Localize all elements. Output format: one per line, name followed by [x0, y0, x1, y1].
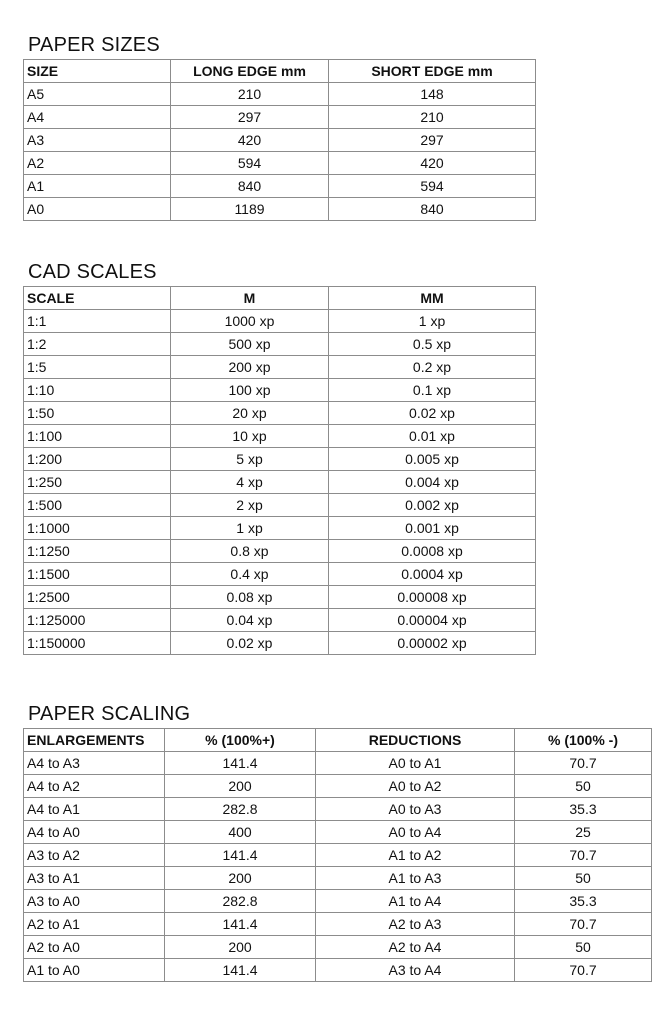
- table-row: [24, 402, 536, 425]
- paper-scaling-title: PAPER SCALING: [28, 703, 191, 725]
- table-cell: A0: [24, 198, 171, 221]
- table-row: [24, 379, 536, 402]
- table-row: [24, 129, 536, 152]
- table-cell: 0.001 xp: [329, 517, 536, 540]
- table-row: [24, 890, 652, 913]
- table-cell: A3 to A0: [24, 890, 165, 913]
- table-cell: A1 to A3: [316, 867, 515, 890]
- table-cell: 50: [515, 936, 652, 959]
- table-row: [24, 959, 652, 982]
- paper-scaling-table: [23, 728, 652, 982]
- table-cell: 1:10: [24, 379, 171, 402]
- column-header: % (100%+): [165, 729, 316, 752]
- table-cell: 1:500: [24, 494, 171, 517]
- table-row: [24, 333, 536, 356]
- table-row: [24, 913, 652, 936]
- table-cell: 35.3: [515, 890, 652, 913]
- table-cell: A1 to A2: [316, 844, 515, 867]
- header-row: [24, 729, 652, 752]
- column-header: M: [171, 287, 329, 310]
- table-cell: 1:1000: [24, 517, 171, 540]
- cad-scales-section: [23, 261, 536, 655]
- table-cell: A3 to A2: [24, 844, 165, 867]
- table-cell: A4 to A0: [24, 821, 165, 844]
- table-cell: 0.005 xp: [329, 448, 536, 471]
- table-row: [24, 448, 536, 471]
- table-row: [24, 586, 536, 609]
- column-header: SCALE: [24, 287, 171, 310]
- table-cell: A0 to A2: [316, 775, 515, 798]
- table-cell: 1:5: [24, 356, 171, 379]
- table-cell: 1189: [171, 198, 329, 221]
- table-cell: A0 to A4: [316, 821, 515, 844]
- column-header: REDUCTIONS: [316, 729, 515, 752]
- table-row: [24, 198, 536, 221]
- table-row: [24, 936, 652, 959]
- table-row: [24, 175, 536, 198]
- table-row: [24, 152, 536, 175]
- table-cell: A4 to A2: [24, 775, 165, 798]
- table-cell: 210: [171, 83, 329, 106]
- table-row: [24, 844, 652, 867]
- table-cell: 141.4: [165, 844, 316, 867]
- paper-sizes-section: [23, 34, 536, 221]
- table-cell: 1:125000: [24, 609, 171, 632]
- cad-scales-title: CAD SCALES: [28, 261, 157, 283]
- table-cell: 200: [165, 867, 316, 890]
- column-header: SHORT EDGE mm: [329, 60, 536, 83]
- table-cell: A4 to A3: [24, 752, 165, 775]
- table-cell: A1: [24, 175, 171, 198]
- table-cell: A0 to A3: [316, 798, 515, 821]
- table-cell: 0.00008 xp: [329, 586, 536, 609]
- table-cell: 0.02 xp: [171, 632, 329, 655]
- table-cell: A5: [24, 83, 171, 106]
- table-cell: A3: [24, 129, 171, 152]
- table-row: [24, 83, 536, 106]
- table-cell: 20 xp: [171, 402, 329, 425]
- table-cell: 70.7: [515, 959, 652, 982]
- table-cell: 0.8 xp: [171, 540, 329, 563]
- paper-sizes-title: PAPER SIZES: [28, 34, 160, 56]
- table-row: [24, 563, 536, 586]
- table-cell: 70.7: [515, 913, 652, 936]
- column-header: MM: [329, 287, 536, 310]
- table-cell: A0 to A1: [316, 752, 515, 775]
- table-cell: 0.0008 xp: [329, 540, 536, 563]
- table-cell: 297: [329, 129, 536, 152]
- table-cell: 100 xp: [171, 379, 329, 402]
- table-cell: 0.01 xp: [329, 425, 536, 448]
- table-row: [24, 356, 536, 379]
- table-cell: 200: [165, 775, 316, 798]
- table-cell: 282.8: [165, 890, 316, 913]
- table-cell: 70.7: [515, 844, 652, 867]
- table-cell: 0.08 xp: [171, 586, 329, 609]
- table-cell: A1 to A0: [24, 959, 165, 982]
- table-cell: 1:1250: [24, 540, 171, 563]
- table-cell: 50: [515, 775, 652, 798]
- table-cell: 141.4: [165, 752, 316, 775]
- column-header: % (100% -): [515, 729, 652, 752]
- table-cell: 210: [329, 106, 536, 129]
- table-cell: 594: [329, 175, 536, 198]
- table-cell: 0.0004 xp: [329, 563, 536, 586]
- table-cell: 200 xp: [171, 356, 329, 379]
- table-cell: 282.8: [165, 798, 316, 821]
- table-row: [24, 632, 536, 655]
- header-row: [24, 60, 536, 83]
- table-cell: 0.02 xp: [329, 402, 536, 425]
- table-cell: 420: [171, 129, 329, 152]
- table-cell: 420: [329, 152, 536, 175]
- table-row: [24, 867, 652, 890]
- table-cell: 1:2: [24, 333, 171, 356]
- table-cell: 0.2 xp: [329, 356, 536, 379]
- table-cell: 0.4 xp: [171, 563, 329, 586]
- table-row: [24, 517, 536, 540]
- table-cell: 141.4: [165, 913, 316, 936]
- table-cell: 10 xp: [171, 425, 329, 448]
- table-cell: 0.1 xp: [329, 379, 536, 402]
- table-cell: A2 to A4: [316, 936, 515, 959]
- table-cell: A4 to A1: [24, 798, 165, 821]
- cad-scales-table: [23, 286, 536, 655]
- table-row: [24, 609, 536, 632]
- column-header: LONG EDGE mm: [171, 60, 329, 83]
- table-cell: 1:100: [24, 425, 171, 448]
- table-cell: 1:250: [24, 471, 171, 494]
- table-cell: 1 xp: [171, 517, 329, 540]
- table-cell: 1:200: [24, 448, 171, 471]
- table-cell: 148: [329, 83, 536, 106]
- table-cell: 840: [171, 175, 329, 198]
- table-cell: 25: [515, 821, 652, 844]
- table-cell: 1:150000: [24, 632, 171, 655]
- table-row: [24, 494, 536, 517]
- table-cell: 0.004 xp: [329, 471, 536, 494]
- table-cell: 0.5 xp: [329, 333, 536, 356]
- table-cell: 1000 xp: [171, 310, 329, 333]
- table-cell: 297: [171, 106, 329, 129]
- table-row: [24, 540, 536, 563]
- table-row: [24, 775, 652, 798]
- table-cell: A2 to A1: [24, 913, 165, 936]
- header-row: [24, 287, 536, 310]
- table-cell: A2 to A0: [24, 936, 165, 959]
- table-row: [24, 821, 652, 844]
- table-cell: 1:1500: [24, 563, 171, 586]
- table-cell: 141.4: [165, 959, 316, 982]
- table-cell: A2 to A3: [316, 913, 515, 936]
- column-header: SIZE: [24, 60, 171, 83]
- column-header: ENLARGEMENTS: [24, 729, 165, 752]
- table-cell: 200: [165, 936, 316, 959]
- table-cell: 500 xp: [171, 333, 329, 356]
- table-cell: 35.3: [515, 798, 652, 821]
- table-cell: 4 xp: [171, 471, 329, 494]
- table-cell: 1 xp: [329, 310, 536, 333]
- table-cell: 1:50: [24, 402, 171, 425]
- table-cell: 50: [515, 867, 652, 890]
- table-cell: 0.00004 xp: [329, 609, 536, 632]
- table-cell: A1 to A4: [316, 890, 515, 913]
- table-cell: 840: [329, 198, 536, 221]
- table-cell: A4: [24, 106, 171, 129]
- table-cell: 1:2500: [24, 586, 171, 609]
- table-row: [24, 471, 536, 494]
- table-cell: 0.04 xp: [171, 609, 329, 632]
- table-cell: 0.00002 xp: [329, 632, 536, 655]
- table-cell: 70.7: [515, 752, 652, 775]
- table-cell: 2 xp: [171, 494, 329, 517]
- table-cell: A3 to A4: [316, 959, 515, 982]
- table-cell: A3 to A1: [24, 867, 165, 890]
- table-cell: 1:1: [24, 310, 171, 333]
- table-cell: 594: [171, 152, 329, 175]
- table-row: [24, 310, 536, 333]
- paper-sizes-table: [23, 59, 536, 221]
- table-cell: 5 xp: [171, 448, 329, 471]
- table-cell: A2: [24, 152, 171, 175]
- table-row: [24, 752, 652, 775]
- table-row: [24, 106, 536, 129]
- table-cell: 400: [165, 821, 316, 844]
- table-row: [24, 425, 536, 448]
- paper-scaling-section: [23, 703, 652, 982]
- table-cell: 0.002 xp: [329, 494, 536, 517]
- table-row: [24, 798, 652, 821]
